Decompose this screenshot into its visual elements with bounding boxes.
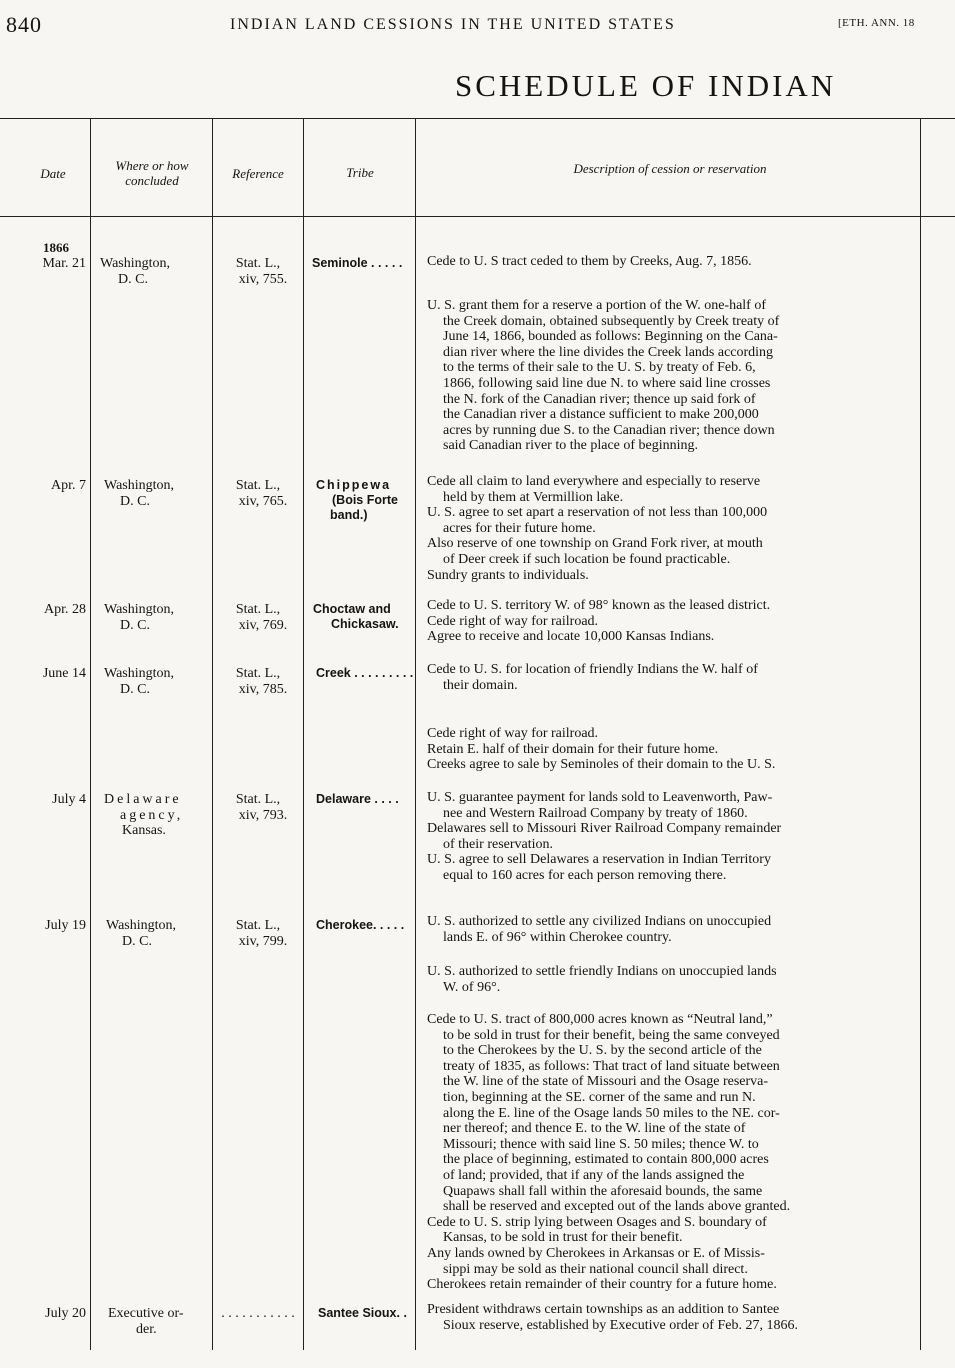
where-line: Delaware xyxy=(104,792,182,807)
description-line: Cede to U. S. tract of 800,000 acres known as “Neutral land,” xyxy=(427,1012,773,1027)
column-divider xyxy=(212,118,213,1350)
where-line: Washington, xyxy=(100,256,171,271)
column-header-where: Where or how concluded xyxy=(115,158,189,188)
entry-tribe: Cherokee. . . . . xyxy=(316,918,405,932)
running-title: INDIAN LAND CESSIONS IN THE UNITED STATES xyxy=(230,16,676,33)
description-line: the Creek domain, obtained subsequently by Creek treaty of xyxy=(443,313,780,329)
description-line: Cede to U. S tract ceded to them by Creeks, Aug. 7, 1856. xyxy=(427,254,752,269)
description-line: their domain. xyxy=(443,677,518,693)
reference-line: Stat. L., xyxy=(235,602,281,617)
description-paragraph xyxy=(427,964,917,995)
column-header-date: Date xyxy=(40,166,66,181)
description-line: W. of 96°. xyxy=(443,979,501,995)
column-header-reference: Reference xyxy=(232,166,284,181)
description-line: shall be reserved and excepted out of the lands above granted. xyxy=(443,1199,791,1215)
description-line: equal to 160 acres for each person removing there. xyxy=(443,867,727,883)
description-line: Sioux reserve, established by Executive order of Feb. 27, 1866. xyxy=(443,1317,798,1333)
description-line: U. S. authorized to settle friendly Indians on unoccupied lands xyxy=(427,964,777,979)
description-line: Agree to receive and locate 10,000 Kansas Indians. xyxy=(427,629,715,645)
description-line: to the Cherokees by the U. S. by the second article of the xyxy=(443,1043,762,1059)
entry-year: 1866 xyxy=(43,240,69,255)
where-line: Kansas. xyxy=(122,823,166,839)
column-header-tribe: Tribe xyxy=(346,165,374,180)
description-line: U. S. authorized to settle any civilized Indians on unoccupied xyxy=(427,914,772,929)
description-line: ner thereof; and thence E. to the W. line of the state of xyxy=(443,1121,746,1137)
where-line: D. C. xyxy=(122,933,152,949)
description-line: acres for their future home. xyxy=(443,520,596,536)
description-line: nee and Western Railroad Company by treaty of 1860. xyxy=(443,805,748,821)
tribe-line: (Bois Forte xyxy=(332,493,398,507)
reference-line: Stat. L., xyxy=(235,792,281,807)
description-line: to the terms of their sale to the U. S. by treaty of Feb. 6, xyxy=(443,360,756,376)
where-line: D. C. xyxy=(118,271,148,287)
description-paragraph xyxy=(427,1302,917,1333)
description-line: Any lands owned by Cherokees in Arkansas or E. of Missis- xyxy=(427,1245,765,1261)
description-line: U. S. guarantee payment for lands sold to Leavenworth, Paw- xyxy=(427,790,773,805)
reference-line: xiv, 785. xyxy=(238,681,288,697)
description-line: Cede all claim to land everywhere and especially to reserve xyxy=(427,474,761,489)
entry-reference xyxy=(216,478,300,509)
description-line: Cherokees retain remainder of their country for a future home. xyxy=(427,1277,777,1293)
description-line: held by them at Vermillion lake. xyxy=(443,489,624,505)
where-line: agency, xyxy=(120,807,184,823)
where-line: Washington, xyxy=(104,666,175,681)
entry-date: June 14 xyxy=(42,666,86,681)
description-line: tion, beginning at the SE. corner of the same and run N. xyxy=(443,1089,756,1105)
entry-reference xyxy=(216,602,300,633)
description-line: U. S. grant them for a reserve a portion of the W. one-half of xyxy=(427,298,767,313)
description-line: Cede right of way for railroad. xyxy=(427,726,599,741)
description-paragraph xyxy=(427,298,917,454)
description-line: of Deer creek if such location be found practicable. xyxy=(443,551,731,567)
reference-line: xiv, 799. xyxy=(238,933,288,949)
description-paragraph xyxy=(427,726,917,773)
where-line: D. C. xyxy=(120,617,150,633)
entry-date: July 20 xyxy=(45,1306,86,1321)
series-reference: [ETH. ANN. 18 xyxy=(838,17,915,29)
reference-line: xiv, 765. xyxy=(238,493,288,509)
entry-reference xyxy=(216,918,300,949)
description-line: Delawares sell to Missouri River Railroad Company remainder xyxy=(427,821,782,837)
where-line: Washington, xyxy=(104,478,175,493)
where-line: D. C. xyxy=(120,681,150,697)
entry-date: Mar. 21 xyxy=(42,256,86,271)
where-line: Washington, xyxy=(104,602,175,617)
description-line: Missouri; thence with said line S. 50 miles; thence W. to xyxy=(443,1136,759,1152)
description-line: along the E. line of the Osage lands 50 miles to the NE. cor- xyxy=(443,1105,780,1121)
description-line: Cede right of way for railroad. xyxy=(427,613,599,629)
entry-date: Apr. 7 xyxy=(51,478,86,493)
description-line: 1866, following said line due N. to where said line crosses xyxy=(443,375,771,391)
entry-tribe: Delaware . . . . xyxy=(316,792,399,806)
description-line: the N. fork of the Canadian river; thence up said fork of xyxy=(443,391,756,407)
description-paragraph xyxy=(427,914,917,945)
description-line: Cede to U. S. for location of friendly Indians the W. half of xyxy=(427,662,758,677)
description-line: to be sold in trust for their benefit, being the same conveyed xyxy=(443,1027,780,1043)
entry-where xyxy=(104,602,212,633)
tribe-line: band.) xyxy=(330,508,368,522)
entry-reference xyxy=(216,792,300,823)
reference-line: xiv, 769. xyxy=(238,617,288,633)
entry-reference xyxy=(216,256,300,287)
description-line: Creeks agree to sale by Seminoles of their domain to the U. S. xyxy=(427,757,776,773)
description-line: President withdraws certain townships as an addition to Santee xyxy=(427,1302,780,1317)
description-line: the Canadian river a distance sufficient to make 200,000 xyxy=(443,407,759,423)
entry-reference xyxy=(216,666,300,697)
description-line: Quapaws shall fall within the aforesaid bounds, the same xyxy=(443,1183,763,1199)
description-line: of their reservation. xyxy=(443,836,554,852)
description-line: the place of beginning, estimated to contain 800,000 acres xyxy=(443,1152,769,1168)
page-number: 840 xyxy=(6,12,42,37)
description-line: June 14, 1866, bounded as follows: Beginning on the Cana- xyxy=(443,329,778,345)
entry-tribe: Creek . . . . . . . . . xyxy=(316,666,414,680)
description-line: lands E. of 96° within Cherokee country. xyxy=(443,929,672,945)
header-bottom-rule xyxy=(0,216,955,217)
description-line: Retain E. half of their domain for their future home. xyxy=(427,741,719,757)
description-paragraph xyxy=(427,662,917,693)
column-divider xyxy=(303,118,304,1350)
description-paragraph xyxy=(427,254,917,270)
description-line: Kansas, to be sold in trust for their benefit. xyxy=(443,1230,683,1246)
description-line: acres by running due S. to the Canadian river; thence down xyxy=(443,422,775,438)
entry-where xyxy=(104,478,212,509)
entry-tribe xyxy=(313,602,413,632)
reference-line: xiv, 755. xyxy=(238,271,288,287)
tribe-line: Chickasaw. xyxy=(331,617,399,631)
description-line: Cede to U. S. territory W. of 98° known as the leased district. xyxy=(427,598,771,613)
description-line: U. S. agree to sell Delawares a reservation in Indian Territory xyxy=(427,852,771,868)
reference-line: Stat. L., xyxy=(235,918,281,933)
schedule-title: SCHEDULE OF INDIAN xyxy=(455,68,837,103)
description-line: said Canadian river to the place of beginning. xyxy=(443,438,699,454)
description-paragraph xyxy=(427,790,917,884)
entry-where xyxy=(108,1306,212,1337)
reference-line: Stat. L., xyxy=(235,478,281,493)
entry-where xyxy=(106,918,212,949)
reference-line: Stat. L., xyxy=(235,256,281,271)
entry-tribe: Santee Sioux. . xyxy=(318,1306,407,1320)
where-line: der. xyxy=(136,1321,157,1337)
reference-line: xiv, 793. xyxy=(238,807,288,823)
description-line: sippi may be sold as their national council shall direct. xyxy=(443,1261,748,1277)
description-line: Sundry grants to individuals. xyxy=(427,567,589,583)
tribe-line: Choctaw and xyxy=(313,602,391,616)
entry-tribe: Seminole . . . . . xyxy=(312,256,403,270)
description-line: Cede to U. S. strip lying between Osages and S. boundary of xyxy=(427,1214,767,1230)
entry-reference: . . . . . . . . . . . xyxy=(221,1306,295,1321)
entry-date: July 4 xyxy=(52,792,86,807)
entry-tribe xyxy=(316,478,414,523)
where-line: D. C. xyxy=(120,493,150,509)
column-divider xyxy=(415,118,416,1350)
description-paragraph xyxy=(427,474,917,583)
column-divider xyxy=(920,118,921,1350)
description-paragraph xyxy=(427,1012,917,1293)
running-head xyxy=(0,10,955,38)
description-paragraph xyxy=(427,598,917,645)
description-line: treaty of 1835, as follows: That tract of land situate between xyxy=(443,1058,780,1074)
description-line: dian river where the line divides the Creek lands according xyxy=(443,344,774,360)
entry-date: July 19 xyxy=(45,918,86,933)
where-line: Executive or- xyxy=(108,1306,184,1321)
column-divider xyxy=(90,118,91,1350)
where-line: Washington, xyxy=(106,918,177,933)
column-header-description: Description of cession or reservation xyxy=(573,161,767,176)
table-top-rule xyxy=(0,118,955,119)
entry-where xyxy=(104,792,212,839)
description-line: Also reserve of one township on Grand Fork river, at mouth xyxy=(427,536,763,552)
entry-date: Apr. 28 xyxy=(44,602,86,617)
description-line: U. S. agree to set apart a reservation of not less than 100,000 xyxy=(427,505,768,521)
entry-where xyxy=(100,256,210,287)
tribe-line: Chippewa xyxy=(316,478,392,492)
entry-where xyxy=(104,666,212,697)
description-line: the W. line of the state of Missouri and the Osage reserva- xyxy=(443,1074,769,1090)
description-line: of land; provided, that if any of the lands assigned the xyxy=(443,1167,745,1183)
reference-line: Stat. L., xyxy=(235,666,281,681)
